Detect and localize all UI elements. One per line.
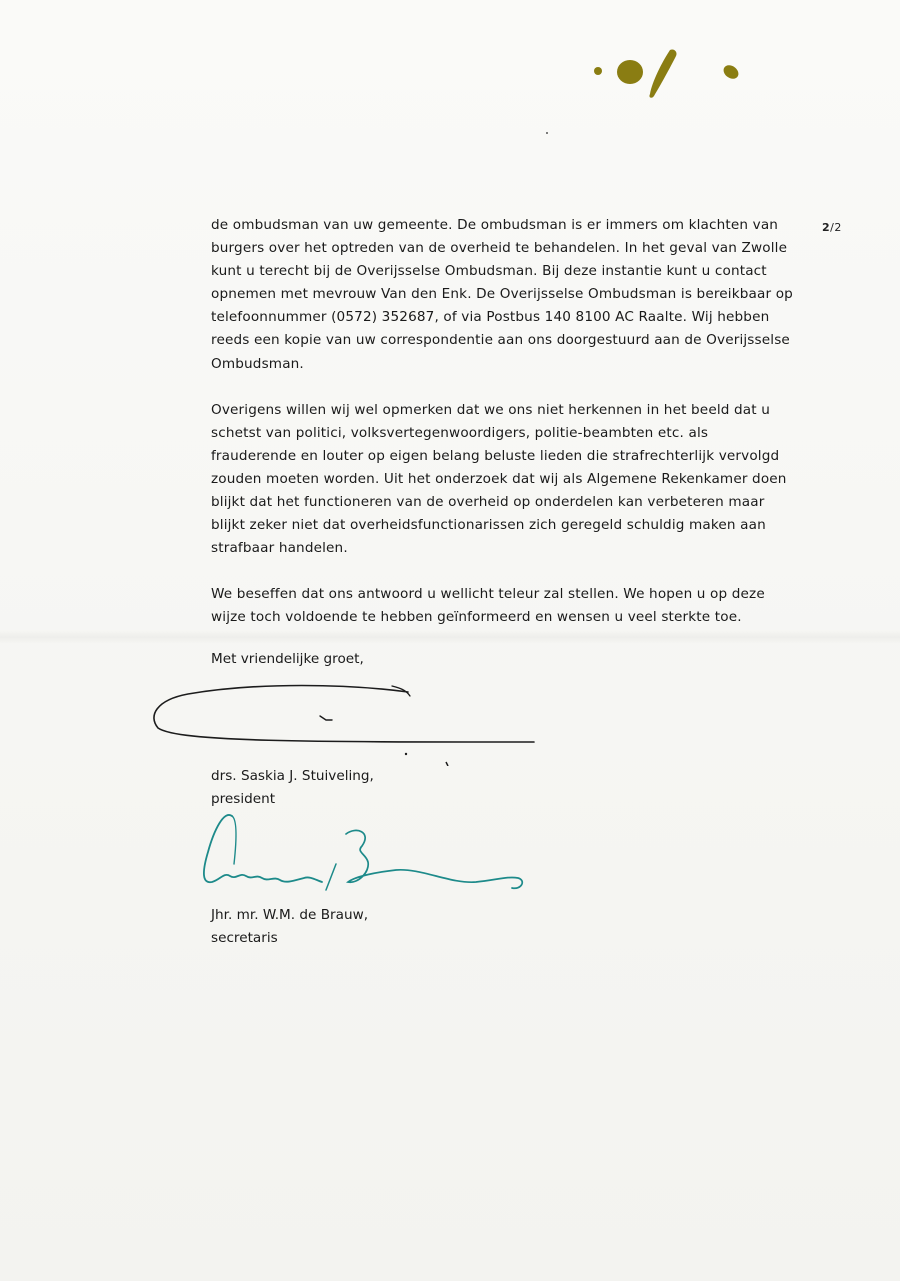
signature-secretary-icon xyxy=(196,806,528,898)
page-number-separator: / xyxy=(830,221,835,234)
page-number-current: 2 xyxy=(822,221,831,234)
letter-body xyxy=(211,214,811,630)
paragraph-remarks: Overigens willen wij wel opmerken dat we ons niet herkennen in het beeld dat u schetst van politici, volksvertegenwoordigers, politie-beambten etc. als frauderende en louter op eigen belang beluste lieden die strafrechterlijk vervolgd zouden moeten worden. Uit het onderzoek dat wij als Algemene Rekenkamer doen blijkt dat het functioneren van de overheid op onderdelen kan verbeteren maar blijkt zeker niet dat overheidsfunctionarissen zich geregeld schuldig maken aan strafbaar handelen. xyxy=(211,401,787,557)
closing-greeting: Met vriendelijke groet, xyxy=(211,651,364,667)
signer-president-name: drs. Saskia J. Stuiveling, xyxy=(211,768,374,784)
paper-speck xyxy=(546,132,548,134)
signer-president-role: president xyxy=(211,791,276,807)
signer-secretary-role: secretaris xyxy=(211,930,278,946)
signer-secretary xyxy=(211,904,368,950)
signature-president-icon xyxy=(148,676,540,766)
page-number-total: 2 xyxy=(834,221,842,234)
paragraph-closing-remarks: We beseffen dat ons antwoord u wellicht teleur zal stellen. We hopen u op deze wijze toch voldoende te hebben geïnformeerd en wensen u veel sterkte toe. xyxy=(211,586,765,626)
organization-logo-icon xyxy=(588,44,748,100)
paper-fold xyxy=(0,630,900,644)
signer-secretary-name: Jhr. mr. W.M. de Brauw, xyxy=(211,907,369,923)
signer-president xyxy=(211,765,374,811)
page-number xyxy=(822,221,842,234)
paragraph-ombudsman: de ombudsman van uw gemeente. De ombudsman is er immers om klachten van burgers over het optreden van de overheid te behandelen. In het geval van Zwolle kunt u terecht bij de Overijsselse Ombudsman. Bij deze instantie kunt u contact opnemen met mevrouw Van den Enk. De Overijsselse Ombudsman is bereikbaar op telefoonnummer (0572) 352687, of via Postbus 140 8100 AC Raalte. Wij hebben reeds een kopie van uw correspondentie aan ons doorgestuurd aan de Overijsselse Ombudsman. xyxy=(211,217,793,372)
